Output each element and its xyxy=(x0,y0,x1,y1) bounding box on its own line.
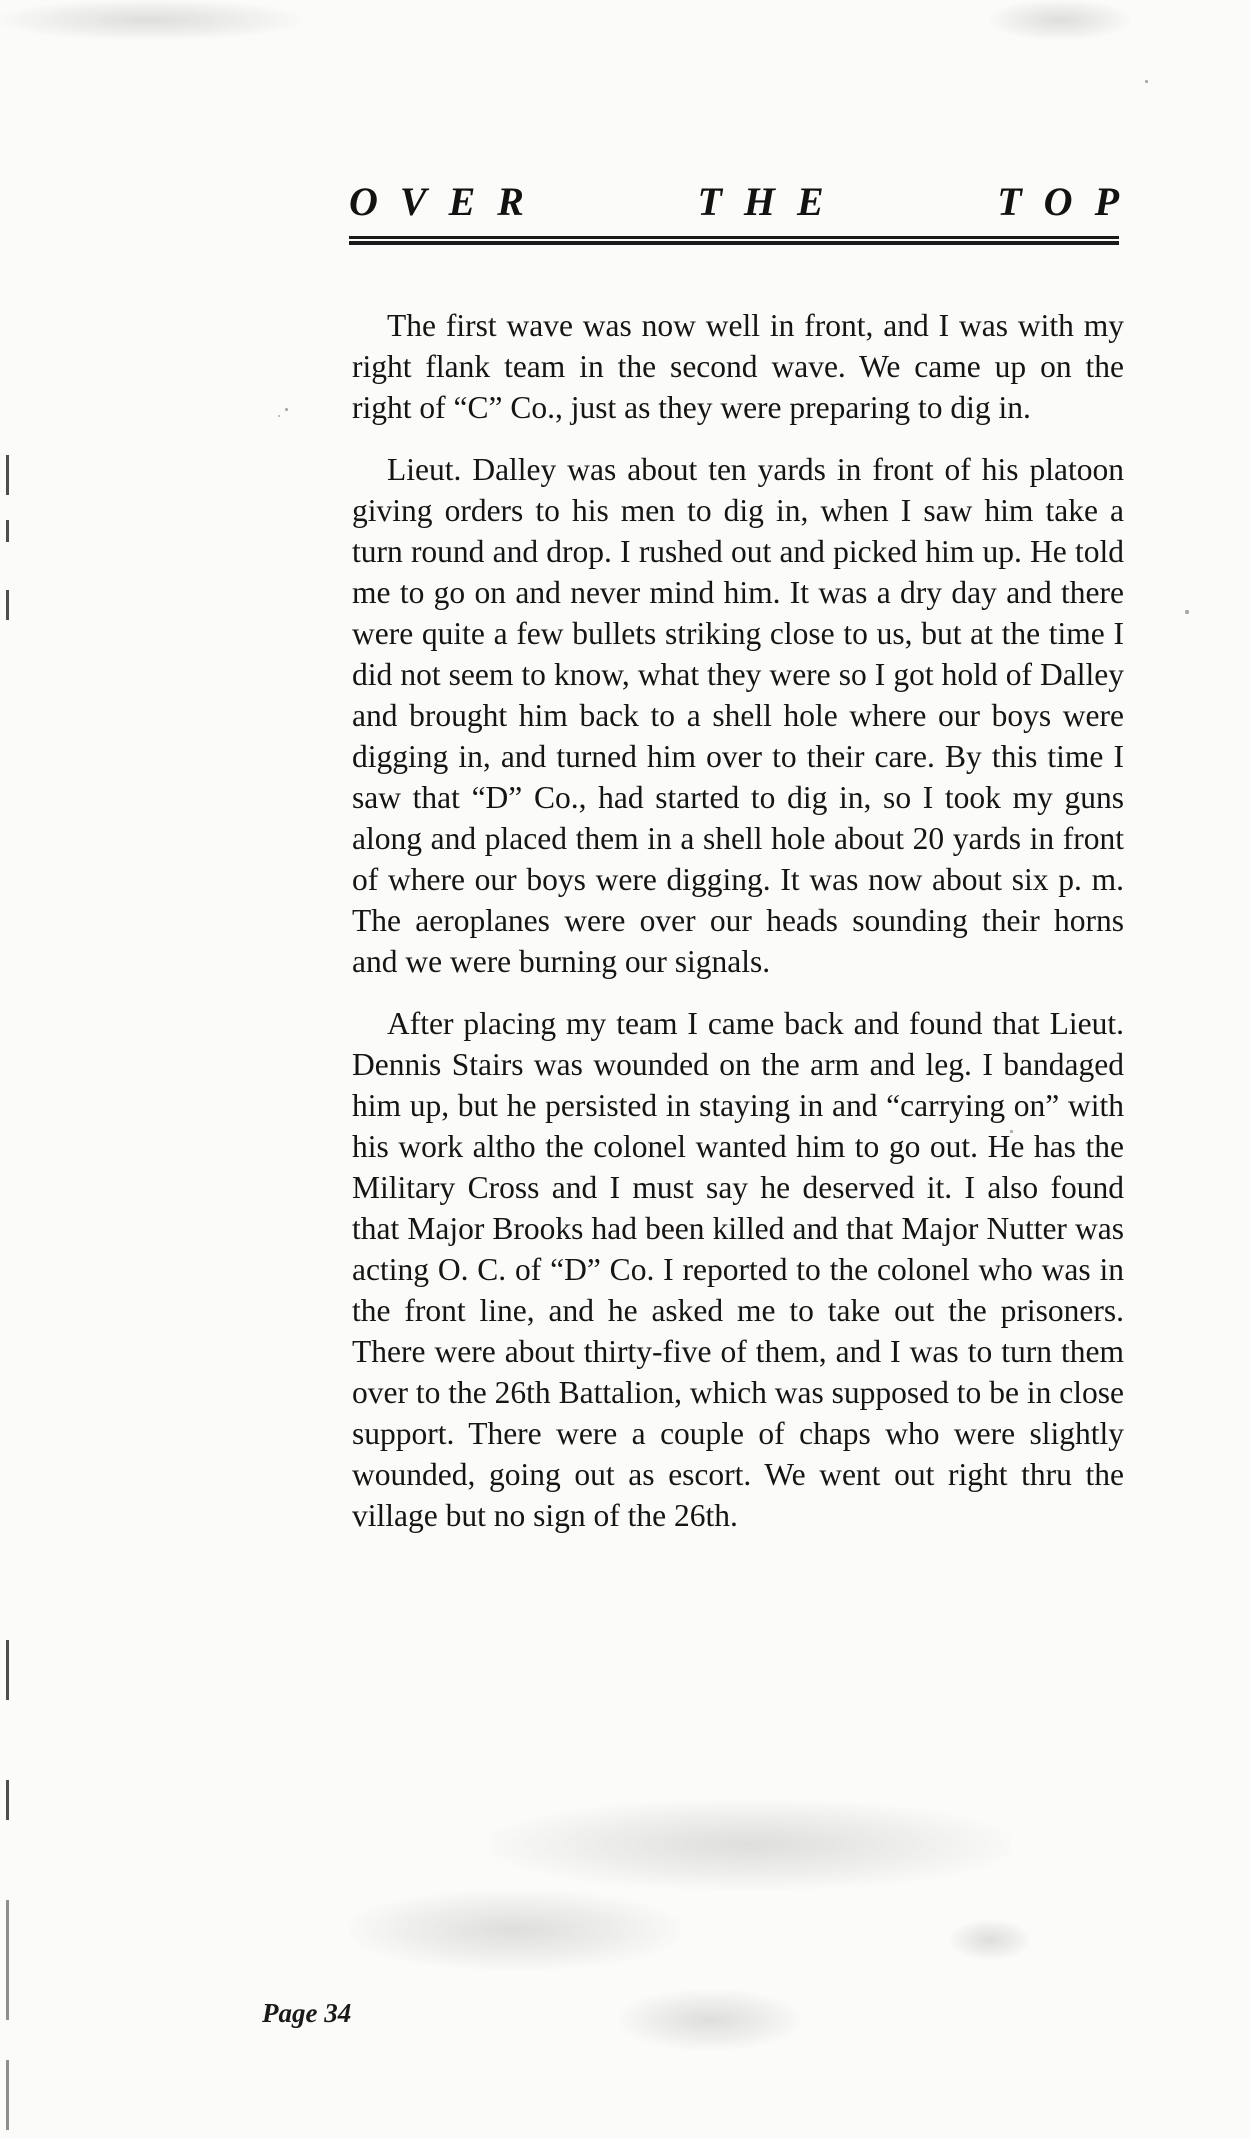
scan-smudge xyxy=(990,0,1130,40)
scan-speck xyxy=(1145,80,1148,83)
scan-edge-mark xyxy=(6,1780,9,1820)
head-letter: H xyxy=(743,179,776,224)
header-rule-thin xyxy=(349,236,1119,239)
scan-edge-mark xyxy=(6,455,9,495)
scan-edge-mark xyxy=(6,590,9,620)
paragraph: After placing my team I came back and found that Lieut. Dennis Stairs was wounded on the arm and leg. I bandaged him up, but he persisted in staying in and “carrying on” with his work altho the colonel wanted him to go out. He has the Military Cross and I must say he deserved it. I also found that Major Brooks had been killed and that Major Nutter was acting O. C. of “D” Co. I reported to the colonel who was in the front line, and he asked me to take out the prisoners. There were about thirty-five of them, and I was to turn them over to the 26th Battalion, which was supposed to be in close support. There were a couple of chaps who were slightly wounded, going out as escort. We went out right thru the village but no sign of the 26th. xyxy=(352,1006,1124,1533)
running-head xyxy=(349,178,1119,225)
head-letter: O xyxy=(1043,179,1073,224)
head-letter: P xyxy=(1094,179,1119,224)
paragraph: The first wave was now well in front, and I was with my right flank team in the second wave. We came up on the right of “C” Co., just as they were preparing to dig in. xyxy=(352,308,1124,425)
scan-speck xyxy=(285,408,288,411)
page-number: Page 34 xyxy=(262,1998,352,2028)
running-head-word xyxy=(349,178,524,225)
scan-edge-mark xyxy=(6,520,9,542)
header-rule-thick xyxy=(349,241,1119,245)
scan-edge-mark xyxy=(6,2060,9,2130)
head-letter: E xyxy=(448,179,476,224)
scan-smudge xyxy=(620,1990,800,2050)
body-text xyxy=(352,305,1124,1557)
head-letter: O xyxy=(349,179,378,224)
head-letter: R xyxy=(497,179,524,224)
running-head-word xyxy=(697,178,823,225)
scan-speck xyxy=(278,415,280,417)
head-letter: T xyxy=(697,179,722,224)
head-letter: E xyxy=(797,179,824,224)
scan-smudge xyxy=(490,1800,1010,1890)
scan-edge-mark xyxy=(6,1900,9,2020)
scan-smudge xyxy=(350,1890,680,1970)
scan-smudge xyxy=(950,1920,1030,1960)
scan-smudge xyxy=(0,0,300,40)
head-letter: V xyxy=(399,179,427,224)
running-head-word xyxy=(997,178,1119,225)
scan-edge-mark xyxy=(6,1640,9,1700)
paragraph: Lieut. Dalley was about ten yards in front of his platoon giving orders to his men to dig in, when I saw him take a turn round and drop. I rushed out and picked him up. He told me to go on and never mind him. It was a dry day and there were quite a few bullets striking close to us, but at the time I did not seem to know, what they were so I got hold of Dalley and brought him back to a shell hole where our boys were digging in, and turned him over to their care. By this time I saw that “D” Co., had started to dig in, so I took my guns along and placed them in a shell hole about 20 yards in front of where our boys were digging. It was now about six p. m. The aeroplanes were over our heads sounding their horns and we were burning our signals. xyxy=(352,452,1124,979)
scan-speck xyxy=(1185,610,1189,614)
head-letter: T xyxy=(997,179,1022,224)
